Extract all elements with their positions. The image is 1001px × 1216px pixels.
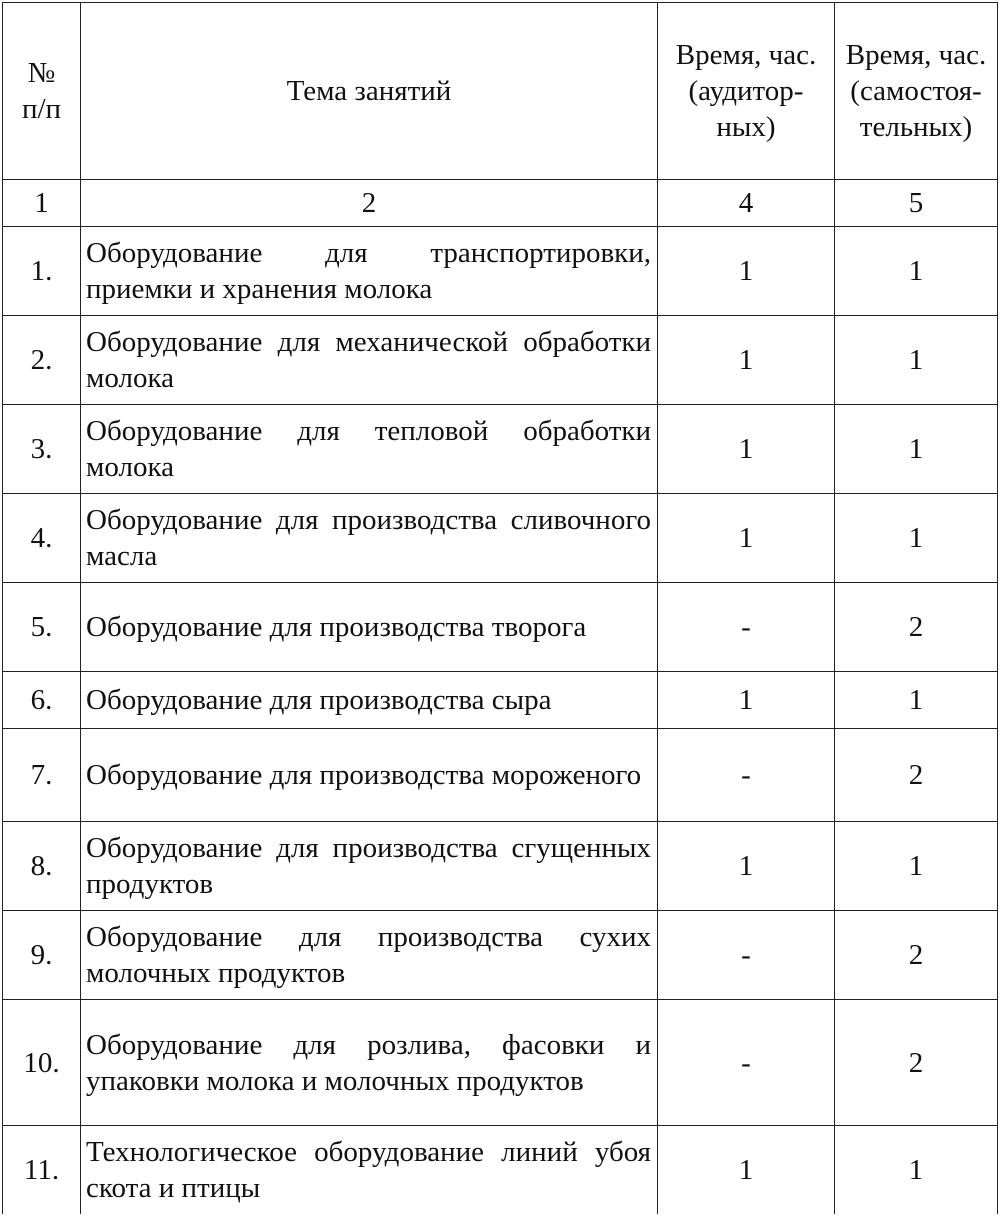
row-aud-hours: 1 bbox=[658, 405, 835, 494]
row-aud-hours: - bbox=[658, 729, 835, 822]
table-row bbox=[3, 672, 998, 729]
row-topic: Оборудование для производства сливочного масла bbox=[81, 494, 658, 583]
row-self-hours: 2 bbox=[835, 729, 998, 822]
row-self-hours: 2 bbox=[835, 583, 998, 672]
column-number: 1 bbox=[3, 180, 81, 227]
row-self-hours: 1 bbox=[835, 227, 998, 316]
row-self-hours: 1 bbox=[835, 494, 998, 583]
column-number: 5 bbox=[835, 180, 998, 227]
row-topic: Оборудование для транспортировки, приемки и хранения молока bbox=[81, 227, 658, 316]
row-self-hours: 1 bbox=[835, 672, 998, 729]
row-aud-hours: 1 bbox=[658, 494, 835, 583]
row-self-hours: 1 bbox=[835, 316, 998, 405]
header-row bbox=[3, 3, 998, 180]
row-number: 1. bbox=[3, 227, 81, 316]
column-number-row bbox=[3, 180, 998, 227]
row-aud-hours: - bbox=[658, 911, 835, 1000]
row-self-hours: 2 bbox=[835, 1000, 998, 1126]
column-number: 2 bbox=[81, 180, 658, 227]
table-row bbox=[3, 316, 998, 405]
table-row bbox=[3, 494, 998, 583]
header-self-hours: Время, час. (самостоя- тельных) bbox=[835, 3, 998, 180]
table-row bbox=[3, 583, 998, 672]
table-row bbox=[3, 729, 998, 822]
row-number: 6. bbox=[3, 672, 81, 729]
row-topic: Оборудование для производства сухих молочных продуктов bbox=[81, 911, 658, 1000]
table-row bbox=[3, 1126, 998, 1214]
row-topic: Оборудование для механической обработки молока bbox=[81, 316, 658, 405]
row-topic: Оборудование для производства сгущенных продуктов bbox=[81, 822, 658, 911]
row-number: 8. bbox=[3, 822, 81, 911]
table-row bbox=[3, 405, 998, 494]
row-number: 7. bbox=[3, 729, 81, 822]
row-aud-hours: - bbox=[658, 583, 835, 672]
header-num: № п/п bbox=[3, 3, 81, 180]
table-row bbox=[3, 822, 998, 911]
row-aud-hours: 1 bbox=[658, 672, 835, 729]
row-topic: Оборудование для производства творога bbox=[81, 583, 658, 672]
row-number: 5. bbox=[3, 583, 81, 672]
table-row bbox=[3, 1000, 998, 1126]
table-row bbox=[3, 227, 998, 316]
row-aud-hours: 1 bbox=[658, 227, 835, 316]
row-topic: Оборудование для производства сыра bbox=[81, 672, 658, 729]
header-aud-hours: Время, час. (аудитор- ных) bbox=[658, 3, 835, 180]
row-number: 3. bbox=[3, 405, 81, 494]
row-self-hours: 1 bbox=[835, 822, 998, 911]
column-number: 4 bbox=[658, 180, 835, 227]
schedule-table bbox=[2, 2, 998, 1214]
row-self-hours: 1 bbox=[835, 1126, 998, 1214]
row-aud-hours: 1 bbox=[658, 316, 835, 405]
row-topic: Оборудование для производства мороженого bbox=[81, 729, 658, 822]
row-number: 11. bbox=[3, 1126, 81, 1214]
row-number: 9. bbox=[3, 911, 81, 1000]
row-topic: Технологическое оборудование линий убоя скота и птицы bbox=[81, 1126, 658, 1214]
row-aud-hours: - bbox=[658, 1000, 835, 1126]
row-number: 2. bbox=[3, 316, 81, 405]
row-number: 4. bbox=[3, 494, 81, 583]
row-aud-hours: 1 bbox=[658, 822, 835, 911]
table-row bbox=[3, 911, 998, 1000]
row-number: 10. bbox=[3, 1000, 81, 1126]
row-self-hours: 2 bbox=[835, 911, 998, 1000]
row-aud-hours: 1 bbox=[658, 1126, 835, 1214]
row-topic: Оборудование для розлива, фасовки и упаковки молока и молочных продуктов bbox=[81, 1000, 658, 1126]
row-self-hours: 1 bbox=[835, 405, 998, 494]
row-topic: Оборудование для тепловой обработки молока bbox=[81, 405, 658, 494]
header-topic: Тема занятий bbox=[81, 3, 658, 180]
